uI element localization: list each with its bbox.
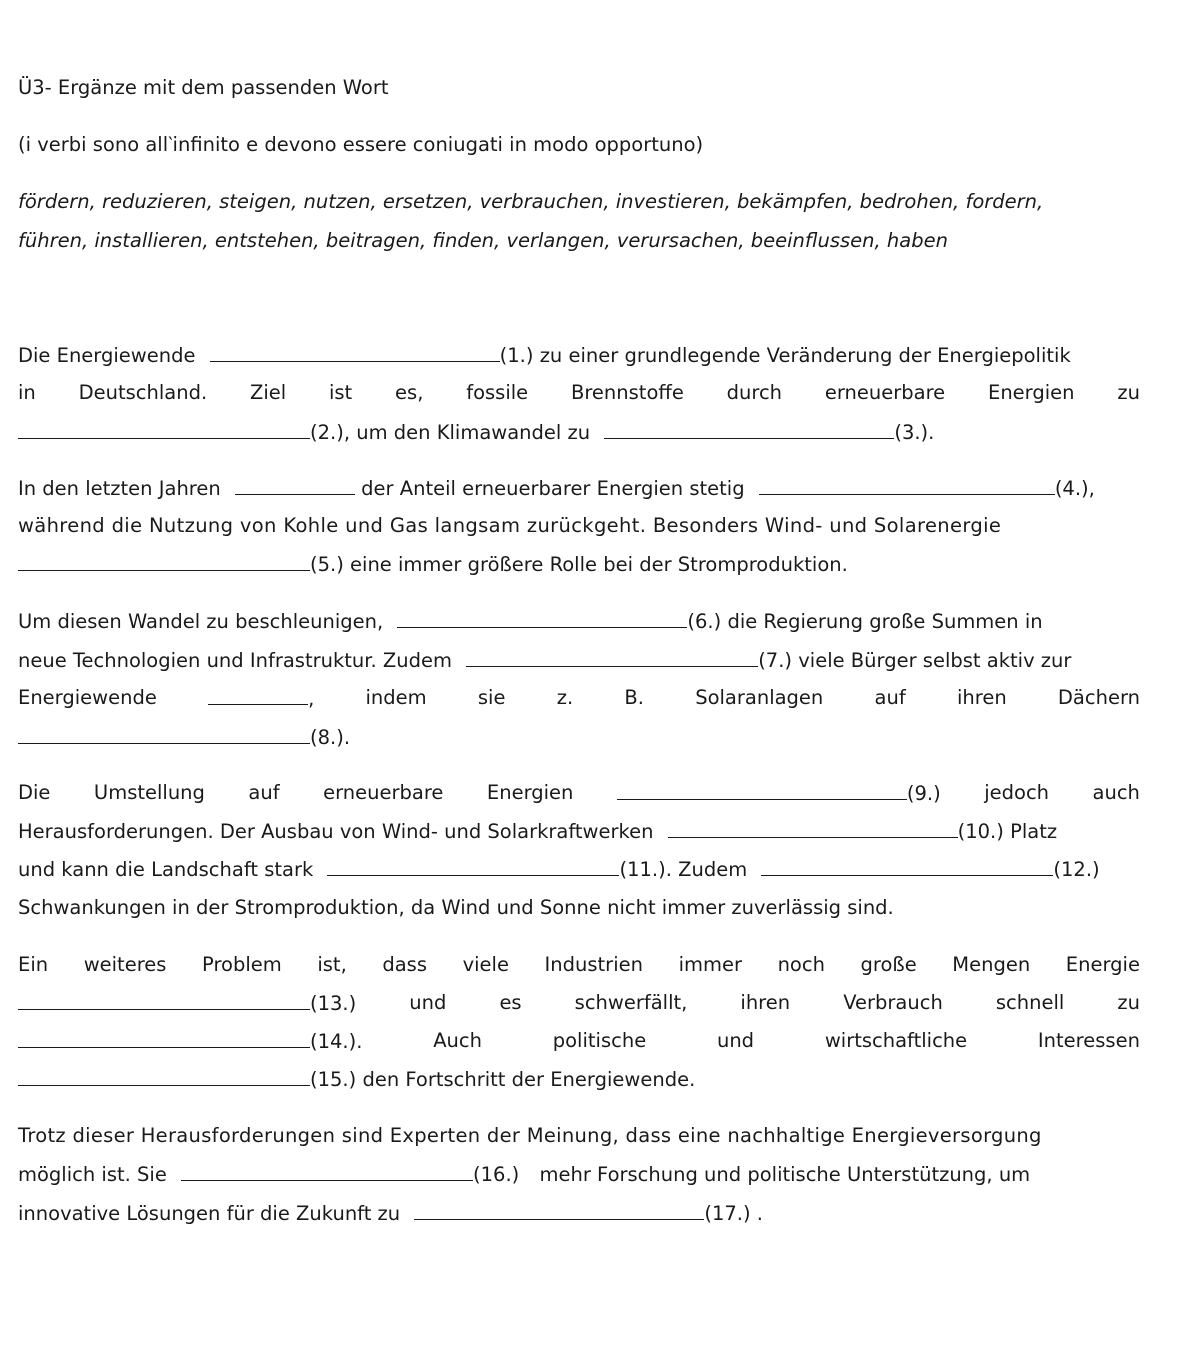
word: fossile (466, 381, 529, 404)
word-bank-line-2: führen, installieren, entstehen, beitragen, finden, verlangen, verursachen, beeinflussen, haben (18, 229, 948, 252)
p5-line-2 (18, 991, 1140, 1016)
text: Platz (1010, 820, 1058, 843)
text: zu einer grundlegende Veränderung der Energiepolitik (539, 344, 1071, 367)
p6-line-1: Trotz dieser Herausforderungen sind Experten der Meinung, dass eine nachhaltige Energieversorgung (18, 1124, 1042, 1147)
p6-line-3 (18, 1201, 1140, 1226)
blank-number: , (308, 687, 315, 710)
p2-line-2: während die Nutzung von Kohle und Gas langsam zurückgeht. Besonders Wind- und Solarenergie (18, 514, 1002, 537)
word: z. (556, 686, 574, 709)
p3-line-1 (18, 609, 1140, 634)
blank-4[interactable] (759, 476, 1055, 495)
blank-number: (12.) (1053, 858, 1100, 881)
blank-number: (10.) (957, 820, 1004, 843)
word: auf (248, 781, 280, 804)
word-bank-line-1: fördern, reduzieren, steigen, nutzen, ersetzen, verbrauchen, investieren, bekämpfen, bedrohen, fordern, (18, 190, 1044, 213)
word: immer (678, 953, 742, 976)
word: und (716, 1029, 755, 1052)
text: Herausforderungen. Der Ausbau von Wind- und Solarkraftwerken (18, 820, 654, 843)
word: ihren (740, 991, 791, 1014)
p3-line-4 (18, 725, 1140, 750)
blank-number: (8.). (310, 726, 351, 749)
blank-number: (14.). (310, 1030, 363, 1053)
word: Die (18, 781, 51, 804)
word: Solaranlagen (695, 686, 824, 709)
word: und (409, 991, 447, 1014)
blank-9[interactable] (617, 781, 907, 800)
text: um den Klimawandel zu (356, 421, 591, 444)
word: ihren (956, 686, 1007, 709)
blank-7[interactable] (466, 648, 758, 667)
p4-line-2 (18, 819, 1140, 844)
blank-unnumbered[interactable] (235, 476, 355, 495)
blank-number: (1.) (499, 344, 534, 367)
word: Verbrauch (843, 991, 943, 1014)
word: jedoch (984, 781, 1050, 804)
word: erneuerbare (323, 781, 444, 804)
word: weiteres (83, 953, 167, 976)
word: es, (395, 381, 424, 404)
blank-number: (9.) (906, 782, 941, 805)
blank-6[interactable] (397, 609, 687, 628)
text: die Regierung große Summen in (727, 610, 1043, 633)
blank-number: (6.) (687, 610, 722, 633)
word: erneuerbare (824, 381, 946, 404)
blank-14[interactable] (18, 1029, 310, 1048)
text: neue Technologien und Infrastruktur. Zudem (18, 649, 452, 672)
word: indem (365, 686, 427, 709)
p1-line-3 (18, 420, 1140, 445)
p2-line-1 (18, 476, 1140, 501)
blank-number: (2.), (310, 421, 351, 444)
blank-number: (3.). (894, 421, 935, 444)
text: innovative Lösungen für die Zukunft zu (18, 1202, 401, 1225)
text: eine immer größere Rolle bei der Stromproduktion. (350, 553, 848, 576)
blank-number: (4.), (1054, 477, 1095, 500)
blank-5[interactable] (18, 552, 310, 571)
blank-number: (15.) (310, 1068, 357, 1091)
word: es (499, 991, 522, 1014)
p2-line-3 (18, 552, 1140, 577)
word: Interessen (1037, 1029, 1140, 1052)
word: zu (1117, 991, 1140, 1014)
word: Ein (18, 953, 49, 976)
text: und kann die Landschaft stark (18, 858, 314, 881)
word: Energiewende (18, 686, 157, 709)
blank-8[interactable] (18, 725, 310, 744)
p5-line-4 (18, 1067, 1140, 1092)
word: große (860, 953, 917, 976)
word: sie (477, 686, 506, 709)
word: in (18, 381, 36, 404)
text: Die Energiewende (18, 344, 196, 367)
text: möglich ist. Sie (18, 1163, 167, 1186)
text: den Fortschritt der Energiewende. (362, 1068, 696, 1091)
word: Deutschland. (78, 381, 208, 404)
exercise-title: Ü3- Ergänze mit dem passenden Wort (18, 76, 389, 99)
blank-3[interactable] (604, 420, 894, 439)
word: Energien (988, 381, 1075, 404)
exercise-instruction: (i verbi sono all‵infinito e devono essere coniugati in modo opportuno) (18, 133, 704, 156)
word: politische (552, 1029, 647, 1052)
word: Umstellung (93, 781, 205, 804)
blank-number: (13.) (310, 992, 357, 1015)
blank-12[interactable] (761, 857, 1053, 876)
blank-unnumbered[interactable] (208, 686, 308, 705)
word: viele (462, 953, 509, 976)
text: Zudem (678, 858, 748, 881)
word: auch (1092, 781, 1140, 804)
word: Energie (1065, 953, 1140, 976)
blank-number: (16.) (473, 1163, 520, 1186)
word: Ziel (249, 381, 287, 404)
text: Um diesen Wandel zu beschleunigen, (18, 610, 384, 633)
word: noch (777, 953, 825, 976)
blank-16[interactable] (181, 1162, 473, 1181)
word: Auch (433, 1029, 482, 1052)
blank-group (208, 686, 314, 711)
p3-line-2 (18, 648, 1140, 673)
p1-line-1 (18, 343, 1140, 368)
blank-number: (5.) (310, 553, 344, 576)
word: zu (1117, 381, 1140, 404)
word: durch (726, 381, 783, 404)
word: dass (382, 953, 427, 976)
text: der Anteil erneuerbarer Energien stetig (361, 477, 745, 500)
blank-group (617, 781, 941, 806)
blank-10[interactable] (668, 819, 958, 838)
blank-number: (7.) (758, 649, 793, 672)
text: In den letzten Jahren (18, 477, 221, 500)
blank-group (18, 1029, 362, 1054)
p4-line-1 (18, 781, 1140, 806)
p4-line-3 (18, 857, 1140, 882)
word: Energien (486, 781, 574, 804)
blank-13[interactable] (18, 991, 310, 1010)
blank-number: (11.). (619, 858, 672, 881)
text: viele Bürger selbst aktiv zur (798, 649, 1072, 672)
p4-line-4: Schwankungen in der Stromproduktion, da Wind und Sonne nicht immer zuverlässig sind. (18, 896, 894, 919)
p3-line-3 (18, 686, 1140, 711)
word: wirtschaftliche (824, 1029, 968, 1052)
word: ist (328, 381, 353, 404)
word: Dächern (1057, 686, 1140, 709)
word: B. (624, 686, 644, 709)
word: Industrien (544, 953, 643, 976)
blank-group (18, 991, 356, 1016)
word: ist, (317, 953, 347, 976)
p6-line-2 (18, 1162, 1140, 1187)
text: mehr Forschung und politische Unterstützung, um (539, 1163, 1031, 1186)
word: Brennstoffe (570, 381, 684, 404)
p5-line-1 (18, 953, 1140, 977)
p5-line-3 (18, 1029, 1140, 1054)
blank-2[interactable] (18, 420, 310, 439)
word: schwerfällt, (574, 991, 688, 1014)
word: Problem (202, 953, 282, 976)
blank-1[interactable] (210, 343, 500, 362)
word: auf (874, 686, 906, 709)
word: Mengen (952, 953, 1031, 976)
blank-15[interactable] (18, 1067, 310, 1086)
blank-11[interactable] (327, 857, 619, 876)
blank-number: (17.) . (704, 1202, 763, 1225)
p1-line-2 (18, 381, 1140, 405)
blank-17[interactable] (414, 1201, 704, 1220)
word: schnell (995, 991, 1065, 1014)
